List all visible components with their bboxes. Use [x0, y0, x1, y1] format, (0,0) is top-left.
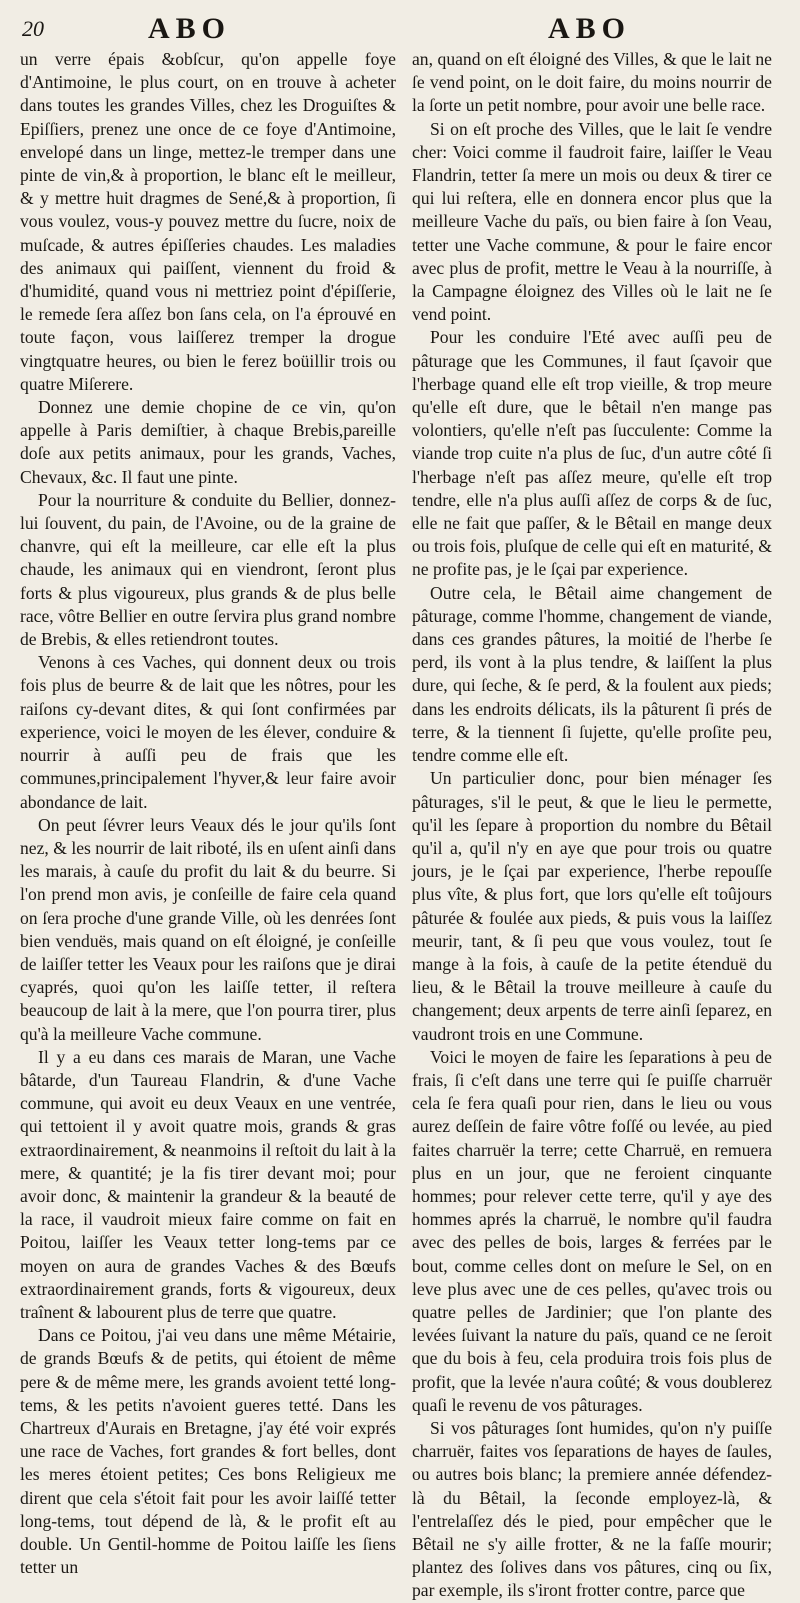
running-head-left: ABO — [148, 12, 232, 45]
paragraph: an, quand on eſt éloigné des Villes, & que le lait ne ſe vend point, on le doit faire, du moins nourrir de la ſorte un petit nombre, pour avoir une belle race. — [412, 49, 772, 116]
paragraph: Il y a eu dans ces marais de Maran, une Vache bâtarde, d'un Taureau Flandrin, & d'une Vache commune, qui avoit eu deux Veaux en une ventrée, qui tettoient il y avoit quatre mois, grands & gras extraordinairement, & neanmoins il reſtoit du lait à la mere, & quantité; je la fis tirer devant moi; pour avoir donc, & maintenir la grandeur & la beauté de la race, il vaudroit mieux faire comme on fait en Poitou, laiſſer les Veaux tetter long-tems par ce moyen on aura de grandes Vaches & des Bœufs extraordinairement grands, forts & vigoureux, deux traînent & labourent plus de terre que quatre. — [20, 1046, 396, 1322]
running-head-right: ABO — [548, 12, 632, 45]
paragraph: Pour la nourriture & conduite du Bellier, donnez-lui ſouvent, du pain, de l'Avoine, ou de la graine de chanvre, qui eſt la meilleure, car elle eſt la plus chaude, les animaux qui en viendront, ſeront plus forts & plus vigoureux, plus grands & de plus belle race, vôtre Bellier en outre ſervira plus grand nombre de Brebis, & elles retiendront toutes. — [20, 489, 396, 650]
right-column — [412, 48, 772, 1601]
paragraph: Pour les conduire l'Eté avec auſſi peu de pâturage que les Communes, il faut ſçavoir que l'herbage quand elle eſt trop vieille, & trop meure qu'elle eſt dure, que le bêtail n'en mange pas volontiers, qu'elle n'eſt pas ſucculente: Comme la viande trop cuite n'a plus de ſuc, d'un autre côté ſi l'herbage n'eſt pas aſſez meure, qu'elle eſt trop tendre, elle n'a plus auſſi aſſez de corps & de ſuc, elle ne fait que paſſer, & le Bêtail en mange deux ou trois fois, pluſque de celle qui eſt en maturité, & ne profite pas, je le ſçai par experience. — [412, 327, 772, 580]
paragraph: On peut ſévrer leurs Veaux dés le jour qu'ils ſont nez, & les nourrir de lait riboté, ils en uſent ainſi dans les marais, à cauſe du profit du lait & du beurre. Si l'on prend mon avis, je conſeille de faire cela quand on ſera proche d'une grande Ville, où les denrées ſont bien venduës, mais quand on eſt éloigné, je conſeille de laiſſer tetter les Veaux pour les raiſons que je dirai cyaprés, quoi qu'on les laiſſe tetter, il reſtera beaucoup de lait à la mere, que l'on pourra tirer, plus qu'à la meilleure Vache commune. — [20, 814, 396, 1044]
paragraph: Voici le moyen de faire les ſeparations à peu de frais, ſi c'eſt dans une terre qui ſe puiſſe charruër cela ſe fera quaſi pour rien, dans le lieu ou vous aurez deſſein de faire vôtre foſſé ou levée, au pied faites charruër la terre; cette Charruë, en remuera plus en un jour, que ne feroient cinquante hommes; pour relever cette terre, qu'il y aye des hommes aprés la charruë, le nombre qu'il faudra avec des pelles de bois, larges & ferrées par le bout, comme celles dont on meſure le Sel, on en leve plus avec une de ces pelles, qu'avec trois ou quatre pelles de Jardinier; que l'on plante des levées ſuivant la nature du païs, quand ce ne ſeroit que du bois à feu, cela produira trois fois plus de profit, que la levée n'aura coûté; & vous doublerez quaſi le revenu de vos pâturages. — [412, 1046, 772, 1415]
paragraph: Dans ce Poitou, j'ai veu dans une même Métairie, de grands Bœufs & de petits, qui étoient de même pere & de même mere, les grands avoient tetté long-tems, & les petits n'avoient gueres tetté. Dans les Chartreux d'Aurais en Bretagne, j'ay été voir exprés une race de Vaches, fort grandes & fort belles, dont les meres étoient petites; Ces bons Religieux me dirent que cela s'étoit fait pour les avoir laiſſé tetter long-tems, tout dépend de là, & le profit eſt au double. Un Gentil-homme de Poitou laiſſe les ſiens tetter un — [20, 1325, 396, 1578]
page-header — [0, 6, 800, 46]
paragraph: Outre cela, le Bêtail aime changement de pâturage, comme l'homme, changement de viande, dans ces grandes pâtures, la moitié de l'herbe ſe perd, ils vont à la plus tendre, & laiſſent la plus dure, qui ſeche, & ſe perd, & la foulent aux pieds; dans les endroits délicats, ils la pâturent ſi prés de terre, & la tiennent ſi ſujette, qu'elle proſite peu, tendre comme elle eſt. — [412, 582, 772, 766]
paragraph: Donnez une demie chopine de ce vin, qu'on appelle à Paris demiſtier, à chaque Brebis,pareille doſe aux petits animaux, pour les grands, Vaches, Chevaux, &c. Il faut une pinte. — [20, 397, 396, 487]
paragraph: Si vos pâturages ſont humides, qu'on n'y puiſſe charruër, faites vos ſeparations de hayes de ſaules, ou autres bois blanc; la premiere année défendez-là du Bêtail, la ſeconde employez-là, & l'entrelaſſez dés le pied, pour empêcher que le Bêtail ne s'y aille frotter, & ne la faſſe mourir; plantez des ſolives dans vos pâtures, cinq ou ſix, par exemple, ils s'iront frotter contre, parce que — [412, 1417, 772, 1601]
paragraph: Venons à ces Vaches, qui donnent deux ou trois fois plus de beurre & de lait que les nôtres, pour les raiſons cy-devant dites, & qui ſont confirmées par experience, voici le moyen de les élever, conduire & nourrir à auſſi peu de frais que les communes,principalement l'hyver,& leur faire avoir abondance de lait. — [20, 652, 396, 812]
page-number: 20 — [22, 16, 44, 41]
paragraph: Si on eſt proche des Villes, que le lait ſe vendre cher: Voici comme il faudroit faire, laiſſer le Veau Flandrin, tetter ſa mere un mois ou deux & tirer ce qui lui reſtera, elle en donnera encor plus que la meilleure Vache du païs, ou bien faire à ſon Veau, tetter une Vache commune, & pour le faire encor avec plus de profit, mettre le Veau à la nourriſſe, à la Campagne éloignez des Villes où le lait ne ſe vend point. — [412, 118, 772, 325]
paragraph: un verre épais &obſcur, qu'on appelle foye d'Antimoine, le plus court, on en trouve à acheter dans toutes les grandes Villes, chez les Droguiſtes & Epiſſiers, prenez une once de ce foye d'Antimoine, envelopé dans un linge, mettez-le tremper dans une pinte de vin,& à proportion, le blanc eſt le meilleur, & y mettre huit dragmes de Sené,& à proportion, ſi vous voulez, vous-y pouvez mettre du ſucre, noix de muſcade, & autres épiſſeries chaudes. Les maladies des animaux qui paiſſent, viennent du froid & d'humidité, quand vous ni mettriez point d'épiſſerie, le remede ſera aſſez bon ſans cela, on l'a éprouvé en toute façon, vous laiſſerez tremper la drogue vingtquatre heures, ou bien le ferez boüillir trois ou quatre Miſerere. — [20, 49, 396, 394]
left-column — [20, 48, 396, 1578]
paragraph: Un particulier donc, pour bien ménager ſes pâturages, s'il le peut, & que le lieu le permette, qu'il les ſepare à proportion du nombre du Bêtail qu'il a, qu'il n'y en aye que pour trois ou quatre jours, je le ſçai par experience, l'herbe repouſſe plus vîte, & plus fort, que lors qu'elle eſt toûjours pâturée & foulée aux pieds, & puis vous la laiſſez meurir, tant, & ſi peu que vous voulez, tout ſe mange à la fois, à cauſe de la petite étenduë du lieu, & le Bêtail la trouve meilleure à cauſe du changement; deux arpents de terre ainſi ſeparez, en vaudront trois en une Commune. — [412, 768, 772, 1044]
